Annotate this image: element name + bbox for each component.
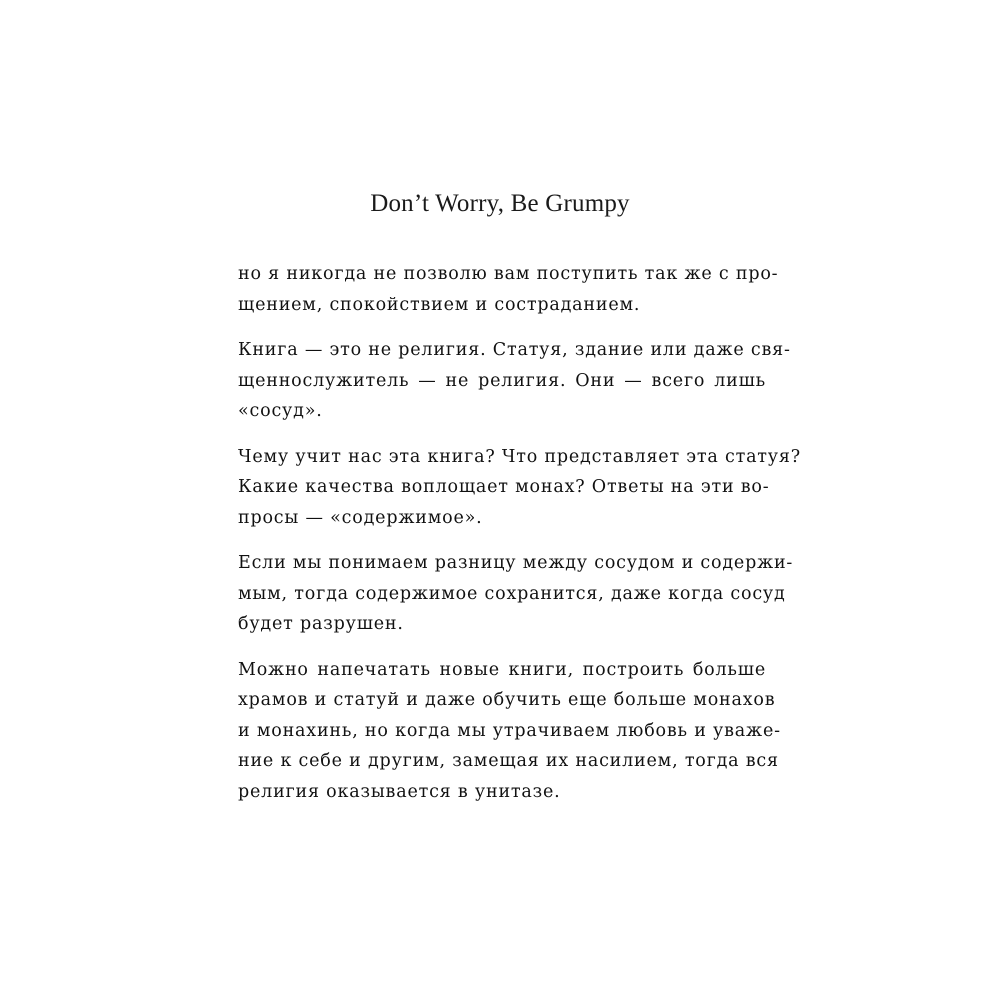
- body-text: [238, 259, 801, 822]
- text-line: Книга — это не религия. Статуя, здание или даже свя-: [238, 340, 791, 360]
- text-line: щением, спокойствием и состраданием.: [238, 294, 641, 315]
- text-line: ние к себе и другим, замещая их насилием, тогда вся: [238, 751, 779, 771]
- text-line: Если мы понимаем разницу между сосудом и содержи-: [238, 553, 794, 573]
- text-line: религия оказывается в унитазе.: [238, 781, 561, 802]
- text-line: Чему учит нас эта книга? Что представляет эта статуя?: [238, 446, 801, 467]
- text-line: «сосуд».: [238, 401, 323, 421]
- text-line: просы — «содержимое».: [238, 507, 483, 528]
- paragraph-3: [238, 442, 801, 534]
- text-line: но я никогда не позволю вам поступить так же с про-: [238, 264, 779, 284]
- text-line: щеннослужитель — не религия. Они — всего лишь: [238, 370, 766, 391]
- text-line: и монахинь, но когда мы утрачиваем любовь и уваже-: [238, 720, 781, 741]
- paragraph-2: [238, 335, 791, 427]
- running-head: Don’t Worry, Be Grumpy: [370, 190, 630, 217]
- text-line: храмов и статуй и даже обучить еще больше монахов: [238, 690, 776, 710]
- text-line: Какие качества воплощает монах? Ответы на эти во-: [238, 477, 770, 497]
- paragraph-1: [238, 259, 779, 320]
- paragraph-5: [238, 655, 781, 808]
- text-line: будет разрушен.: [238, 614, 404, 634]
- paragraph-4: [238, 548, 794, 640]
- text-line: Можно напечатать новые книги, построить больше: [238, 659, 766, 680]
- text-line: мым, тогда содержимое сохранится, даже когда сосуд: [238, 583, 786, 604]
